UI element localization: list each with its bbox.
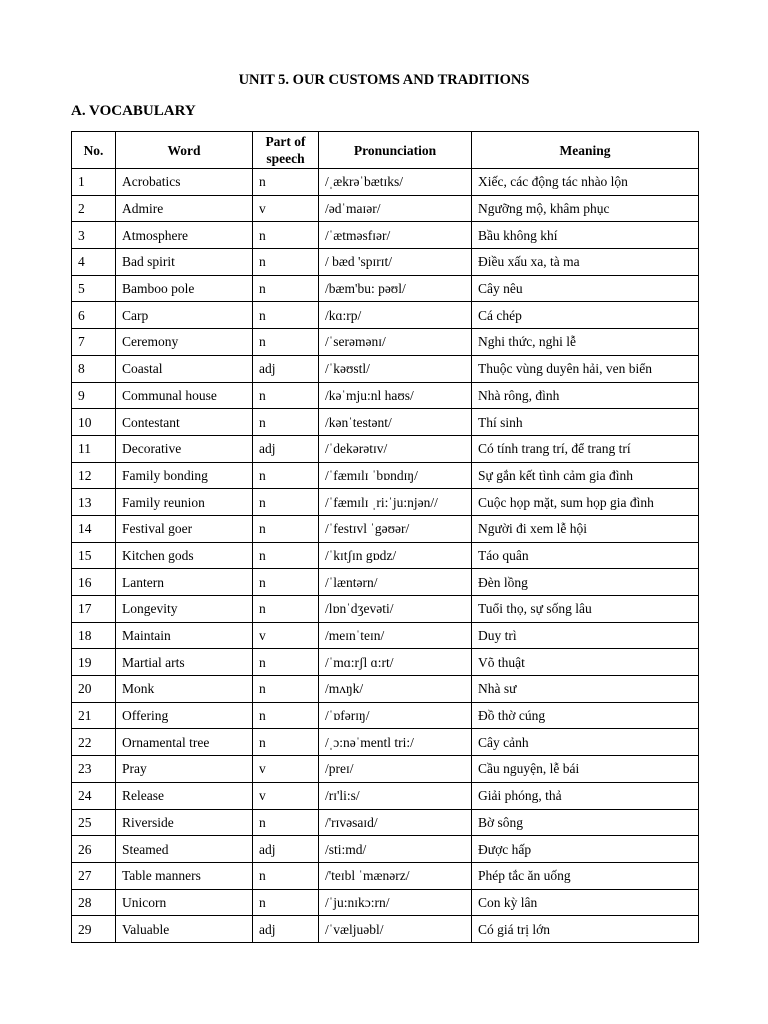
table-row (72, 169, 699, 196)
cell-word: Admire (116, 195, 253, 222)
cell-pronunciation: /ˈlæntərn/ (319, 569, 472, 596)
cell-part-of-speech: n (253, 596, 319, 623)
cell-pronunciation: /kənˈtestənt/ (319, 409, 472, 436)
cell-part-of-speech: n (253, 382, 319, 409)
cell-no: 28 (72, 889, 116, 916)
page-title: UNIT 5. OUR CUSTOMS AND TRADITIONS (238, 72, 530, 88)
cell-meaning: Điều xấu xa, tà ma (472, 249, 699, 276)
cell-word: Unicorn (116, 889, 253, 916)
table-row (72, 649, 699, 676)
cell-pronunciation: /preɪ/ (319, 756, 472, 783)
cell-no: 3 (72, 222, 116, 249)
cell-part-of-speech: n (253, 222, 319, 249)
cell-word: Coastal (116, 355, 253, 382)
cell-word: Family reunion (116, 489, 253, 516)
table-row (72, 222, 699, 249)
cell-word: Steamed (116, 836, 253, 863)
cell-part-of-speech: n (253, 302, 319, 329)
cell-part-of-speech: n (253, 489, 319, 516)
table-row (72, 676, 699, 703)
cell-meaning: Võ thuật (472, 649, 699, 676)
cell-meaning: Bầu không khí (472, 222, 699, 249)
cell-word: Family bonding (116, 462, 253, 489)
cell-meaning: Cây cảnh (472, 729, 699, 756)
table-row (72, 489, 699, 516)
cell-part-of-speech: adj (253, 916, 319, 943)
table-row (72, 435, 699, 462)
cell-pronunciation: /ˈætməsfɪər/ (319, 222, 472, 249)
cell-pronunciation: /'rɪvəsaɪd/ (319, 809, 472, 836)
cell-part-of-speech: adj (253, 355, 319, 382)
cell-meaning: Phép tắc ăn uống (472, 862, 699, 889)
table-row (72, 302, 699, 329)
cell-part-of-speech: n (253, 702, 319, 729)
cell-part-of-speech: n (253, 169, 319, 196)
cell-word: Riverside (116, 809, 253, 836)
cell-meaning: Cá chép (472, 302, 699, 329)
cell-part-of-speech: n (253, 462, 319, 489)
cell-pronunciation: /kəˈmju:nl haʊs/ (319, 382, 472, 409)
cell-pronunciation: /'teɪbl ˈmænərz/ (319, 862, 472, 889)
cell-meaning: Thuộc vùng duyên hải, ven biển (472, 355, 699, 382)
cell-meaning: Nghi thức, nghi lễ (472, 329, 699, 356)
cell-no: 11 (72, 435, 116, 462)
cell-part-of-speech: v (253, 195, 319, 222)
cell-no: 14 (72, 515, 116, 542)
table-row (72, 355, 699, 382)
cell-part-of-speech: n (253, 676, 319, 703)
cell-part-of-speech: v (253, 622, 319, 649)
cell-pronunciation: /sti:md/ (319, 836, 472, 863)
cell-part-of-speech: v (253, 756, 319, 783)
cell-pronunciation: /ˈfestɪvl ˈgəʊər/ (319, 515, 472, 542)
cell-no: 21 (72, 702, 116, 729)
cell-pronunciation: /ˌækrəˈbætɪks/ (319, 169, 472, 196)
cell-word: Kitchen gods (116, 542, 253, 569)
cell-meaning: Cây nêu (472, 275, 699, 302)
cell-pronunciation: /mʌŋk/ (319, 676, 472, 703)
cell-pronunciation: /bæm'bu: pəʊl/ (319, 275, 472, 302)
cell-no: 17 (72, 596, 116, 623)
cell-word: Carp (116, 302, 253, 329)
cell-no: 18 (72, 622, 116, 649)
cell-no: 1 (72, 169, 116, 196)
cell-meaning: Táo quân (472, 542, 699, 569)
cell-meaning: Đèn lồng (472, 569, 699, 596)
cell-word: Ceremony (116, 329, 253, 356)
cell-pronunciation: /lɒnˈdʒevəti/ (319, 596, 472, 623)
cell-no: 5 (72, 275, 116, 302)
cell-pronunciation: /ˈfæmɪlɪ ˈbɒndɪŋ/ (319, 462, 472, 489)
header-no: No. (72, 132, 116, 169)
cell-meaning: Có tính trang trí, để trang trí (472, 435, 699, 462)
cell-meaning: Thí sinh (472, 409, 699, 436)
cell-meaning: Giải phóng, thả (472, 782, 699, 809)
table-row (72, 729, 699, 756)
section-heading: A. VOCABULARY (71, 103, 196, 119)
cell-meaning: Đồ thờ cúng (472, 702, 699, 729)
cell-no: 16 (72, 569, 116, 596)
header-part-of-speech: Part of speech (253, 132, 319, 169)
table-row (72, 862, 699, 889)
cell-pronunciation: /ˈkəʊstl/ (319, 355, 472, 382)
cell-part-of-speech: n (253, 409, 319, 436)
cell-no: 27 (72, 862, 116, 889)
cell-pronunciation: /ˈdekərətɪv/ (319, 435, 472, 462)
cell-part-of-speech: n (253, 862, 319, 889)
cell-part-of-speech: n (253, 649, 319, 676)
vocabulary-table (71, 131, 699, 943)
cell-word: Atmosphere (116, 222, 253, 249)
cell-word: Release (116, 782, 253, 809)
table-row (72, 702, 699, 729)
table-row (72, 382, 699, 409)
cell-word: Contestant (116, 409, 253, 436)
cell-word: Martial arts (116, 649, 253, 676)
cell-part-of-speech: v (253, 782, 319, 809)
cell-part-of-speech: n (253, 329, 319, 356)
cell-no: 13 (72, 489, 116, 516)
table-row (72, 596, 699, 623)
cell-no: 22 (72, 729, 116, 756)
cell-word: Acrobatics (116, 169, 253, 196)
cell-meaning: Con kỳ lân (472, 889, 699, 916)
cell-word: Bamboo pole (116, 275, 253, 302)
cell-no: 24 (72, 782, 116, 809)
cell-meaning: Sự gắn kết tình cảm gia đình (472, 462, 699, 489)
cell-word: Table manners (116, 862, 253, 889)
cell-pronunciation: /kɑ:rp/ (319, 302, 472, 329)
cell-part-of-speech: n (253, 809, 319, 836)
cell-word: Maintain (116, 622, 253, 649)
cell-word: Longevity (116, 596, 253, 623)
cell-no: 25 (72, 809, 116, 836)
table-row (72, 569, 699, 596)
cell-meaning: Nhà rông, đình (472, 382, 699, 409)
cell-meaning: Được hấp (472, 836, 699, 863)
cell-pronunciation: /ˈmɑ:rʃl ɑ:rt/ (319, 649, 472, 676)
header-meaning: Meaning (472, 132, 699, 169)
cell-part-of-speech: adj (253, 836, 319, 863)
cell-pronunciation: /ˈkɪtʃɪn gɒdz/ (319, 542, 472, 569)
cell-pronunciation: / bæd 'spɪrɪt/ (319, 249, 472, 276)
cell-pronunciation: /ˈvæljuəbl/ (319, 916, 472, 943)
cell-word: Pray (116, 756, 253, 783)
cell-part-of-speech: n (253, 569, 319, 596)
cell-no: 23 (72, 756, 116, 783)
cell-part-of-speech: n (253, 542, 319, 569)
cell-word: Bad spirit (116, 249, 253, 276)
cell-word: Ornamental tree (116, 729, 253, 756)
cell-word: Lantern (116, 569, 253, 596)
cell-pronunciation: /ˌɔ:nəˈmentl tri:/ (319, 729, 472, 756)
table-row (72, 916, 699, 943)
cell-pronunciation: /meɪnˈteɪn/ (319, 622, 472, 649)
table-row (72, 329, 699, 356)
table-row (72, 809, 699, 836)
table-row (72, 409, 699, 436)
cell-no: 8 (72, 355, 116, 382)
header-word: Word (116, 132, 253, 169)
cell-no: 7 (72, 329, 116, 356)
cell-pronunciation: /ˈɒfərɪŋ/ (319, 702, 472, 729)
cell-no: 4 (72, 249, 116, 276)
cell-meaning: Bờ sông (472, 809, 699, 836)
table-row (72, 249, 699, 276)
cell-no: 2 (72, 195, 116, 222)
cell-no: 19 (72, 649, 116, 676)
table-row (72, 515, 699, 542)
cell-meaning: Tuổi thọ, sự sống lâu (472, 596, 699, 623)
cell-no: 15 (72, 542, 116, 569)
table-row (72, 542, 699, 569)
table-header-row (72, 132, 699, 169)
cell-meaning: Cầu nguyện, lễ bái (472, 756, 699, 783)
cell-part-of-speech: n (253, 515, 319, 542)
header-pronunciation: Pronunciation (319, 132, 472, 169)
cell-word: Valuable (116, 916, 253, 943)
cell-part-of-speech: n (253, 889, 319, 916)
cell-meaning: Có giá trị lớn (472, 916, 699, 943)
cell-pronunciation: /ədˈmaɪər/ (319, 195, 472, 222)
cell-word: Monk (116, 676, 253, 703)
cell-part-of-speech: n (253, 249, 319, 276)
cell-no: 10 (72, 409, 116, 436)
table-row (72, 889, 699, 916)
cell-no: 29 (72, 916, 116, 943)
cell-word: Festival goer (116, 515, 253, 542)
cell-part-of-speech: adj (253, 435, 319, 462)
cell-no: 6 (72, 302, 116, 329)
table-row (72, 756, 699, 783)
cell-pronunciation: /ˈserəmənɪ/ (319, 329, 472, 356)
table-row (72, 622, 699, 649)
cell-meaning: Người đi xem lễ hội (472, 515, 699, 542)
cell-word: Decorative (116, 435, 253, 462)
cell-pronunciation: /ˈfæmɪlɪ ˌri:ˈju:njən// (319, 489, 472, 516)
cell-word: Communal house (116, 382, 253, 409)
cell-meaning: Cuộc họp mặt, sum họp gia đình (472, 489, 699, 516)
cell-meaning: Ngưỡng mộ, khâm phục (472, 195, 699, 222)
table-row (72, 462, 699, 489)
cell-no: 9 (72, 382, 116, 409)
table-row (72, 275, 699, 302)
cell-meaning: Nhà sư (472, 676, 699, 703)
cell-word: Offering (116, 702, 253, 729)
cell-pronunciation: /rɪ'li:s/ (319, 782, 472, 809)
table-row (72, 836, 699, 863)
cell-part-of-speech: n (253, 275, 319, 302)
cell-meaning: Xiếc, các động tác nhào lộn (472, 169, 699, 196)
cell-no: 12 (72, 462, 116, 489)
cell-meaning: Duy trì (472, 622, 699, 649)
cell-no: 26 (72, 836, 116, 863)
cell-part-of-speech: n (253, 729, 319, 756)
cell-no: 20 (72, 676, 116, 703)
cell-pronunciation: /ˈju:nɪkɔ:rn/ (319, 889, 472, 916)
table-row (72, 782, 699, 809)
table-row (72, 195, 699, 222)
